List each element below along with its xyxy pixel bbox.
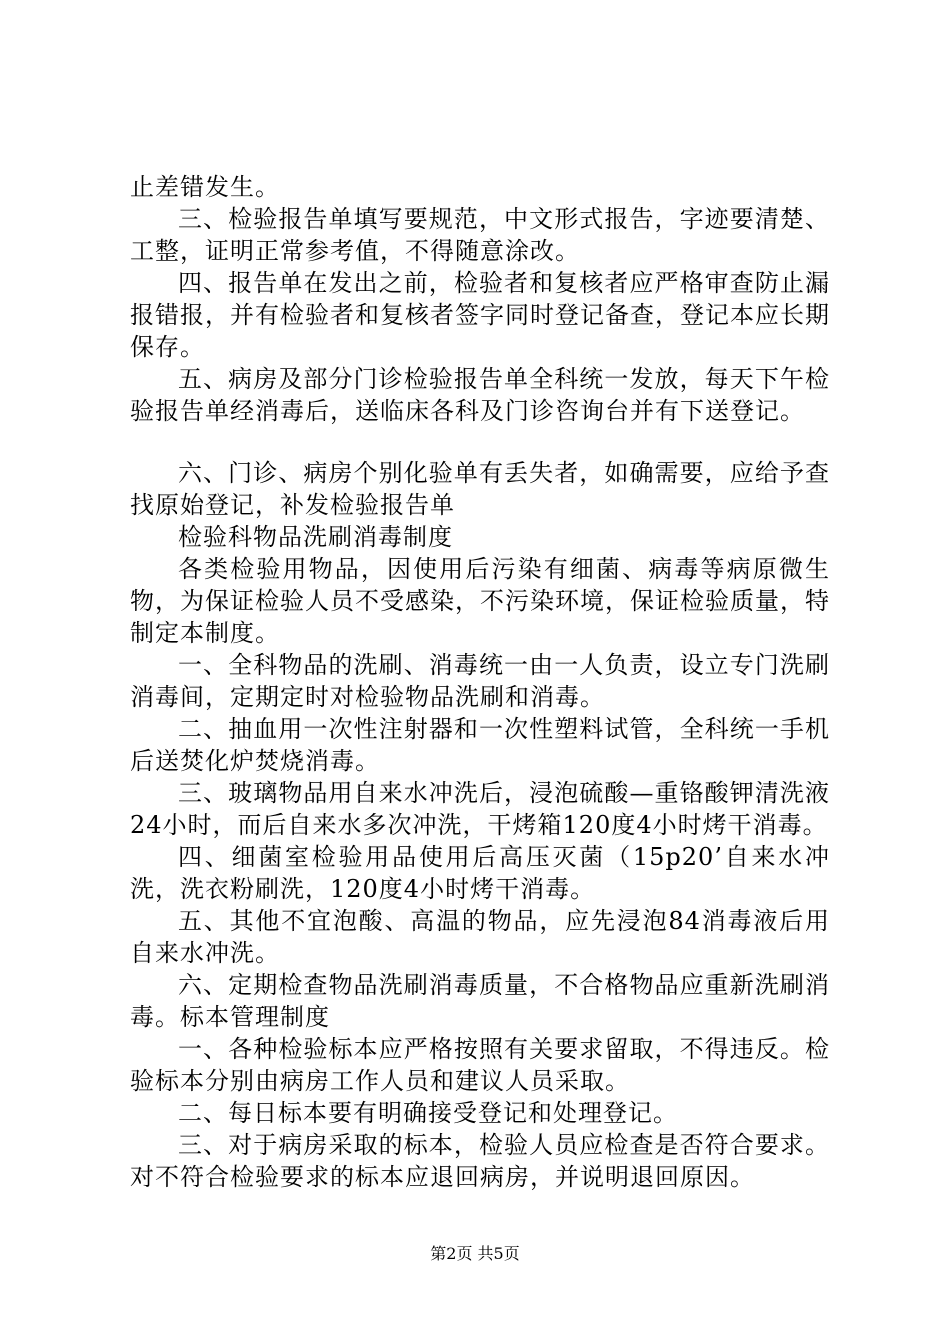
paragraph-intro: 各类检验用物品，因使用后污染有细菌、病毒等病原微生物，为保证检验人员不受感染，不污染环境，保证检验质量，特制定本制度。 — [130, 555, 830, 647]
section-heading-disinfection: 检验科物品洗刷消毒制度 — [178, 523, 453, 551]
paragraph-specimen-2: 二、每日标本要有明确接受登记和处理登记。 — [178, 1099, 678, 1127]
paragraph-rule-4: 四、细菌室检验用品使用后高压灭菌（15p20’自来水冲洗，洗衣粉刷洗，120度4小时烤干消毒。 — [130, 843, 830, 903]
paragraph-rule-6: 六、定期检查物品洗刷消毒质量，不合格物品应重新洗刷消毒。标本管理制度 — [130, 971, 830, 1031]
paragraph-rule-5: 五、其他不宜泡酸、高温的物品，应先浸泡84消毒液后用自来水冲洗。 — [130, 907, 830, 967]
document-body — [130, 171, 830, 1193]
paragraph-specimen-1: 一、各种检验标本应严格按照有关要求留取，不得违反。检验标本分别由病房工作人员和建议人员采取。 — [130, 1035, 830, 1095]
paragraph-item-3: 三、检验报告单填写要规范，中文形式报告，字迹要清楚、工整，证明正常参考值，不得随意涂改。 — [130, 205, 830, 265]
paragraph-continuation: 止差错发生。 — [130, 173, 280, 201]
page-number-footer: 第2页 共5页 — [430, 1244, 520, 1263]
paragraph-specimen-3: 三、对于病房采取的标本，检验人员应检查是否符合要求。对不符合检验要求的标本应退回病房，并说明退回原因。 — [130, 1131, 830, 1191]
paragraph-rule-2: 二、抽血用一次性注射器和一次性塑料试管，全科统一手机后送焚化炉焚烧消毒。 — [130, 715, 830, 775]
paragraph-item-6: 六、门诊、病房个别化验单有丢失者，如确需要，应给予查找原始登记，补发检验报告单 — [130, 459, 830, 519]
paragraph-item-5: 五、病房及部分门诊检验报告单全科统一发放，每天下午检验报告单经消毒后，送临床各科及门诊咨询台并有下送登记。 — [130, 365, 830, 425]
paragraph-item-4: 四、报告单在发出之前，检验者和复核者应严格审查防止漏报错报，并有检验者和复核者签字同时登记备查，登记本应长期保存。 — [130, 269, 830, 361]
paragraph-rule-1: 一、全科物品的洗刷、消毒统一由一人负责，设立专门洗刷消毒间，定期定时对检验物品洗刷和消毒。 — [130, 651, 830, 711]
paragraph-rule-3: 三、玻璃物品用自来水冲洗后，浸泡硫酸—重铬酸钾清洗液24小时，而后自来水多次冲洗，干烤箱120度4小时烤干消毒。 — [130, 779, 830, 839]
